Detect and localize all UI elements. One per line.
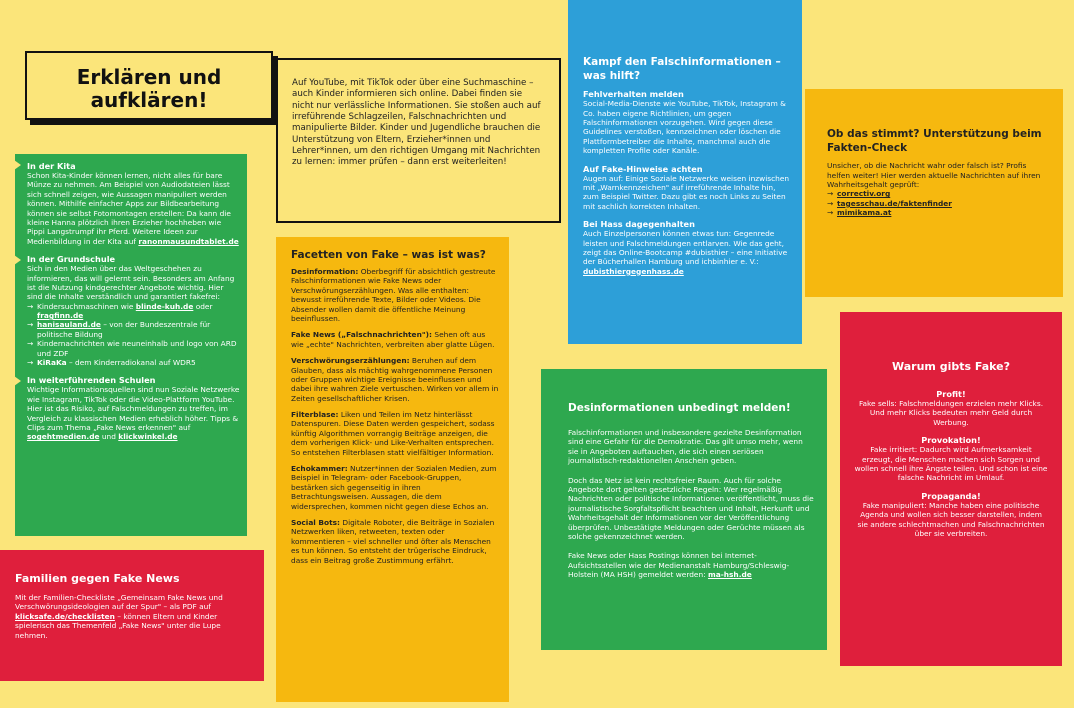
grundschule-text: Sich in den Medien über das Weltgeschehen zu informieren, das will gelernt sein. Besonders am Anfang ist die Nutzung kindgerechter Angebote wichtig. Hier sind die Inhalte verständlich und garantiert fakefrei: <box>27 264 235 302</box>
list-item: Echokammer: Nutzer*innen der Sozialen Medien, zum Beispiel in Telegram- oder Facebook-Gruppen, bestärken sich gegenseitig in ihren Betrachtungsweisen. Aussagen, die dem widersprechen, kommen nicht gegen diese Echos an. <box>291 464 497 511</box>
warum-item-title: Propaganda! <box>921 490 981 501</box>
warum-item-title: Profit! <box>936 389 966 399</box>
kita-box: In der Kita Schon Kita-Kinder können lernen, nicht alles für bare Münze zu nehmen. Am Beispiel von Audiodateien lässt sich schnell zeigen, wie Aussagen manipuliert werden können. Mithilfe einfacher Apps zur Bildbearbeitung können sie selbst Fotomontagen erstellen: Da kann die kleine Hanna plötzlich ihren Erzieher hochheben wie Pippi Langstrumpf ihr Pferd. Weitere Ideen zur Medienbildung in der Kita auf ranonmausundtablet.de In der Grundschule Sich in den Medien über das Weltgeschehen zu informieren, das will gelernt sein. Besonders am Anfang ist die Nutzung kindgerechter Angebote wichtig. Hier sind die Inhalte verständlich und garantiert fakefrei: → Kindersuchmaschinen wie blinde-kuh.de oder fragfinn.de → hanisauland.de – von der Bundeszentrale für politische Bildung → Kindernachrichten wie neuneinhalb und logo von ARD und ZDF → KiRaKa – dem Kinderradiokanal auf WDR5 In weiterführenden Schulen Wichtige Informationsquellen sind nun Soziale Netzwerke wie Instagram, TikTok oder die Video-Plattform YouTube. Hier ist das Risiko, auf Falschmeldungen zu treffen, im Vergleich zu klassischen Medien erheblich höher. Tipps & Clips zum Thema „Fake News erkennen" auf sogehtmedien.de und klickwinkel.de <box>15 154 247 536</box>
warum-item-text: Fake manipuliert: Manche haben eine politische Agenda und wollen sich besser darstellen, indem sie andere schlechtmachen und Falschnachrichten über sie verbreiten. <box>857 500 1045 538</box>
kita-text: Schon Kita-Kinder können lernen, nicht alles für bare Münze zu nehmen. Am Beispiel von Audiodateien lässt sich schnell zeigen, wie Aussagen manipuliert werden können. Mithilfe einfacher Apps zur Bildbearbeitung können sie selbst Fotomontagen erstellen: Da kann die kleine Hanna plötzlich ihren Erzieher hochheben wie Pippi Langstrumpf ihr Pferd. Weitere Ideen zur Medienbildung in der Kita auf <box>27 171 231 246</box>
faktencheck-links <box>827 189 1051 217</box>
melden-p3: Fake News oder Hass Postings können bei Internet-Aufsichtsstellen wie der Medienanstalt Hamburg/Schleswig-Holstein (MA HSH) gemeldet werden: <box>568 551 790 580</box>
melden-p2: Doch das Netz ist kein rechtsfreier Raum. Auch für solche Angebote dort gelten gesetzliche Regeln: Wer regelmäßig Nachrichten oder politische Informationen veröffentlicht, muss die journalistische Sorgfaltspflicht beachten und Inhalt, Herkunft und Wahrheitsgehalt der Informationen vor der Veröffentlichung überprüfen. Unbestätigte Meldungen oder Gerüchte müssen als solche gekennzeichnet werden. <box>568 475 814 541</box>
warum-item-text: Fake irritiert: Dadurch wird Aufmerksamkeit erzeugt, die Menschen machen sich Sorgen und wollen schnell ihre Ängste teilen. Und schon ist eine falsche Nachricht im Umlauf. <box>854 445 1048 483</box>
dubisthier-link[interactable]: dubisthiergegenhass.de <box>583 266 684 276</box>
page-title-line1: Erklären und <box>76 65 222 89</box>
facetten-heading: Facetten von Fake – was ist was? <box>291 249 486 261</box>
fragfinn-link[interactable]: fragfinn.de <box>37 311 84 321</box>
kita-link[interactable]: ranonmausundtablet.de <box>138 236 239 246</box>
hanisauland-link[interactable]: hanisauland.de <box>37 320 101 330</box>
list-item: Filterblase: Liken und Teilen im Netz hinterlässt Datenspuren. Diese Daten werden gespeichert, sodass künftig Algorithmen vorrangig Beiträge anzeigen, die dem vorherigen Klick- und Like-Verhalten entsprechen. So entstehen Filterblasen statt vielfältiger Information. <box>291 410 495 457</box>
blinde-kuh-link[interactable]: blinde-kuh.de <box>135 301 194 311</box>
familien-heading: Familien gegen Fake News <box>15 572 180 585</box>
list-item: → hanisauland.de – von der Bundeszentrale für politische Bildung <box>27 320 241 339</box>
warum-box <box>840 312 1062 666</box>
list-item <box>827 189 1051 198</box>
list-item <box>827 199 1051 208</box>
faktencheck-heading: Ob das stimmt? Unterstützung beim Fakten-Check <box>827 128 1042 154</box>
title-box <box>25 51 273 120</box>
sogehtmedien-link[interactable]: sogehtmedien.de <box>27 432 100 442</box>
intro-text: Auf YouTube, mit TikTok oder über eine Suchmaschine – auch Kinder informieren sich online. Dabei finden sie nicht nur verlässliche Informationen. Sie stoßen auch auf irreführende Schlagzeilen, Falschnachrichten und manipulierte Bilder. Kinder und Jugendliche brauchen die Unterstützung von Eltern, Erzieher*innen und Lehrer*innen, um den richtigen Umgang mit Nachrichten zu lernen: immer prüfen – dann erst weiterleiten! <box>292 78 541 168</box>
warum-heading: Warum gibts Fake? <box>891 360 1011 373</box>
list-item: → KiRaKa – dem Kinderradiokanal auf WDR5 <box>27 358 241 367</box>
list-item: Social Bots: Digitale Roboter, die Beiträge in Sozialen Netzwerken liken, retweeten, texten oder kommentieren – viel schneller und öfter als Menschen es tun können. So entsteht der trügerische Eindruck, dass ein Beitrag große Zustimmung erfährt. <box>291 517 495 565</box>
tagesschau-link[interactable]: tagesschau.de/faktenfinder <box>837 198 952 208</box>
melden-p1: Falschinformationen und insbesondere gezielte Desinformation sind eine Gefahr für die Demokratie. Das gilt umso mehr, wenn sie in Angeboten auftauchen, die sich einen seriösen journalistisch-redaktionellen Anschein geben. <box>568 428 803 466</box>
kampf-s3-heading: Bei Hass dagegenhalten <box>583 219 695 230</box>
list-item: Fake News („Falschnachrichten"): Sehen oft aus wie „echte" Nachrichten, verbreiten aber glatte Lügen. <box>291 330 495 349</box>
list-item: → Kindernachrichten wie neuneinhalb und logo von ARD und ZDF <box>27 339 241 358</box>
warum-item-text: Fake sells: Falschmeldungen erzielen mehr Klicks. Und mehr Klicks bedeuten mehr Geld durch Werbung. <box>858 399 1044 427</box>
correctiv-link[interactable]: correctiv.org <box>837 189 891 199</box>
kampf-s1-text: Social-Media-Dienste wie YouTube, TikTok, Instagram & Co. haben eigene Richtlinien, um gegen Falschinformationen vorzugehen. Wird gegen diese Guidelines verstoßen, kennzeichnen oder löschen die Plattformbetreiber die Inhalte, manchmal auch die kompletten Profile oder Kanäle. <box>583 99 786 156</box>
facetten-box <box>276 237 509 702</box>
kampf-s2-heading: Auf Fake-Hinweise achten <box>583 163 703 174</box>
ma-hsh-link[interactable]: ma-hsh.de <box>708 570 752 580</box>
page-title-line2: aufklären! <box>90 88 208 112</box>
faktencheck-box <box>805 89 1063 297</box>
kampf-heading: Kampf den Falschinformationen – was hilft? <box>583 56 781 82</box>
kampf-s1-heading: Fehlverhalten melden <box>583 89 684 100</box>
kampf-s2-text: Augen auf: Einige Soziale Netzwerke weisen inzwischen mit „Warnkennzeichen" auf irreführende Inhalte hin, zum Beispiel Twitter. Dazu gibt es noch Links zu Seiten mit sachlich korrekten Inhalten. <box>583 173 790 211</box>
facetten-list <box>291 267 499 565</box>
warum-item-title: Provokation! <box>921 435 981 446</box>
melden-heading: Desinformationen unbedingt melden! <box>568 402 791 414</box>
schulen-text: Wichtige Informationsquellen sind nun Soziale Netzwerke wie Instagram, TikTok oder die Video-Plattform YouTube. Hier ist das Risiko, auf Falschmeldungen zu treffen, im Vergleich zu klassischen Medien erheblich höher. Tipps & Clips zum Thema „Fake News erkennen" auf <box>27 385 240 432</box>
kampf-s3-text: Auch Einzelpersonen können etwas tun: Gegenrede leisten und Falschmeldungen entlarven. Wie das geht, zeigt das Online-Bootcamp #dubisthier – eine Initiative der Bücherhallen Hamburg und ichbinhier e. V.: <box>583 229 788 267</box>
grundschule-list <box>27 302 241 368</box>
list-item: Verschwörungserzählungen: Beruhen auf dem Glauben, dass als mächtig wahrgenommene Personen oder Gruppen wichtige Ereignisse beeinflussen und dabei ihre wahren Ziele vertuschen. Wirken vor allem in Zeiten gesellschaftlicher Krisen. <box>291 356 499 403</box>
kita-heading: In der Kita <box>27 161 76 171</box>
kampf-box <box>568 0 802 344</box>
melden-box <box>541 369 827 650</box>
schulen-heading: In weiterführenden Schulen <box>27 375 156 386</box>
warum-list <box>854 389 1048 538</box>
faktencheck-text: Unsicher, ob die Nachricht wahr oder falsch ist? Profis helfen weiter! Hier werden aktuelle Nachrichten auf ihren Wahrheitsgehalt geprüft: <box>827 161 1041 190</box>
klickwinkel-link[interactable]: klickwinkel.de <box>118 432 178 442</box>
familien-box: Familien gegen Fake News Mit der Familien-Checkliste „Gemeinsam Fake News und Verschwörungsideologien auf der Spur" – als PDF auf klicksafe.de/checklisten – können Eltern und Kinder spielerisch das Themenfeld „Fake News" unter die Lupe nehmen. <box>0 550 264 681</box>
list-item: Desinformation: Oberbegriff für absichtlich gestreute Falschinformationen wie Fake News oder Verschwörungserzählungen. Was alle enthalten: bewusst irreführende Texte, Bilder oder Videos. Die Absender wollen damit die öffentliche Meinung beeinflussen. <box>291 267 496 323</box>
list-item <box>827 208 1051 217</box>
intro-box <box>276 58 561 223</box>
mimikama-link[interactable]: mimikama.at <box>837 208 892 218</box>
list-item: → Kindersuchmaschinen wie blinde-kuh.de oder fragfinn.de <box>27 302 241 321</box>
klicksafe-link[interactable]: klicksafe.de/checklisten <box>15 611 115 621</box>
grundschule-heading: In der Grundschule <box>27 254 116 265</box>
